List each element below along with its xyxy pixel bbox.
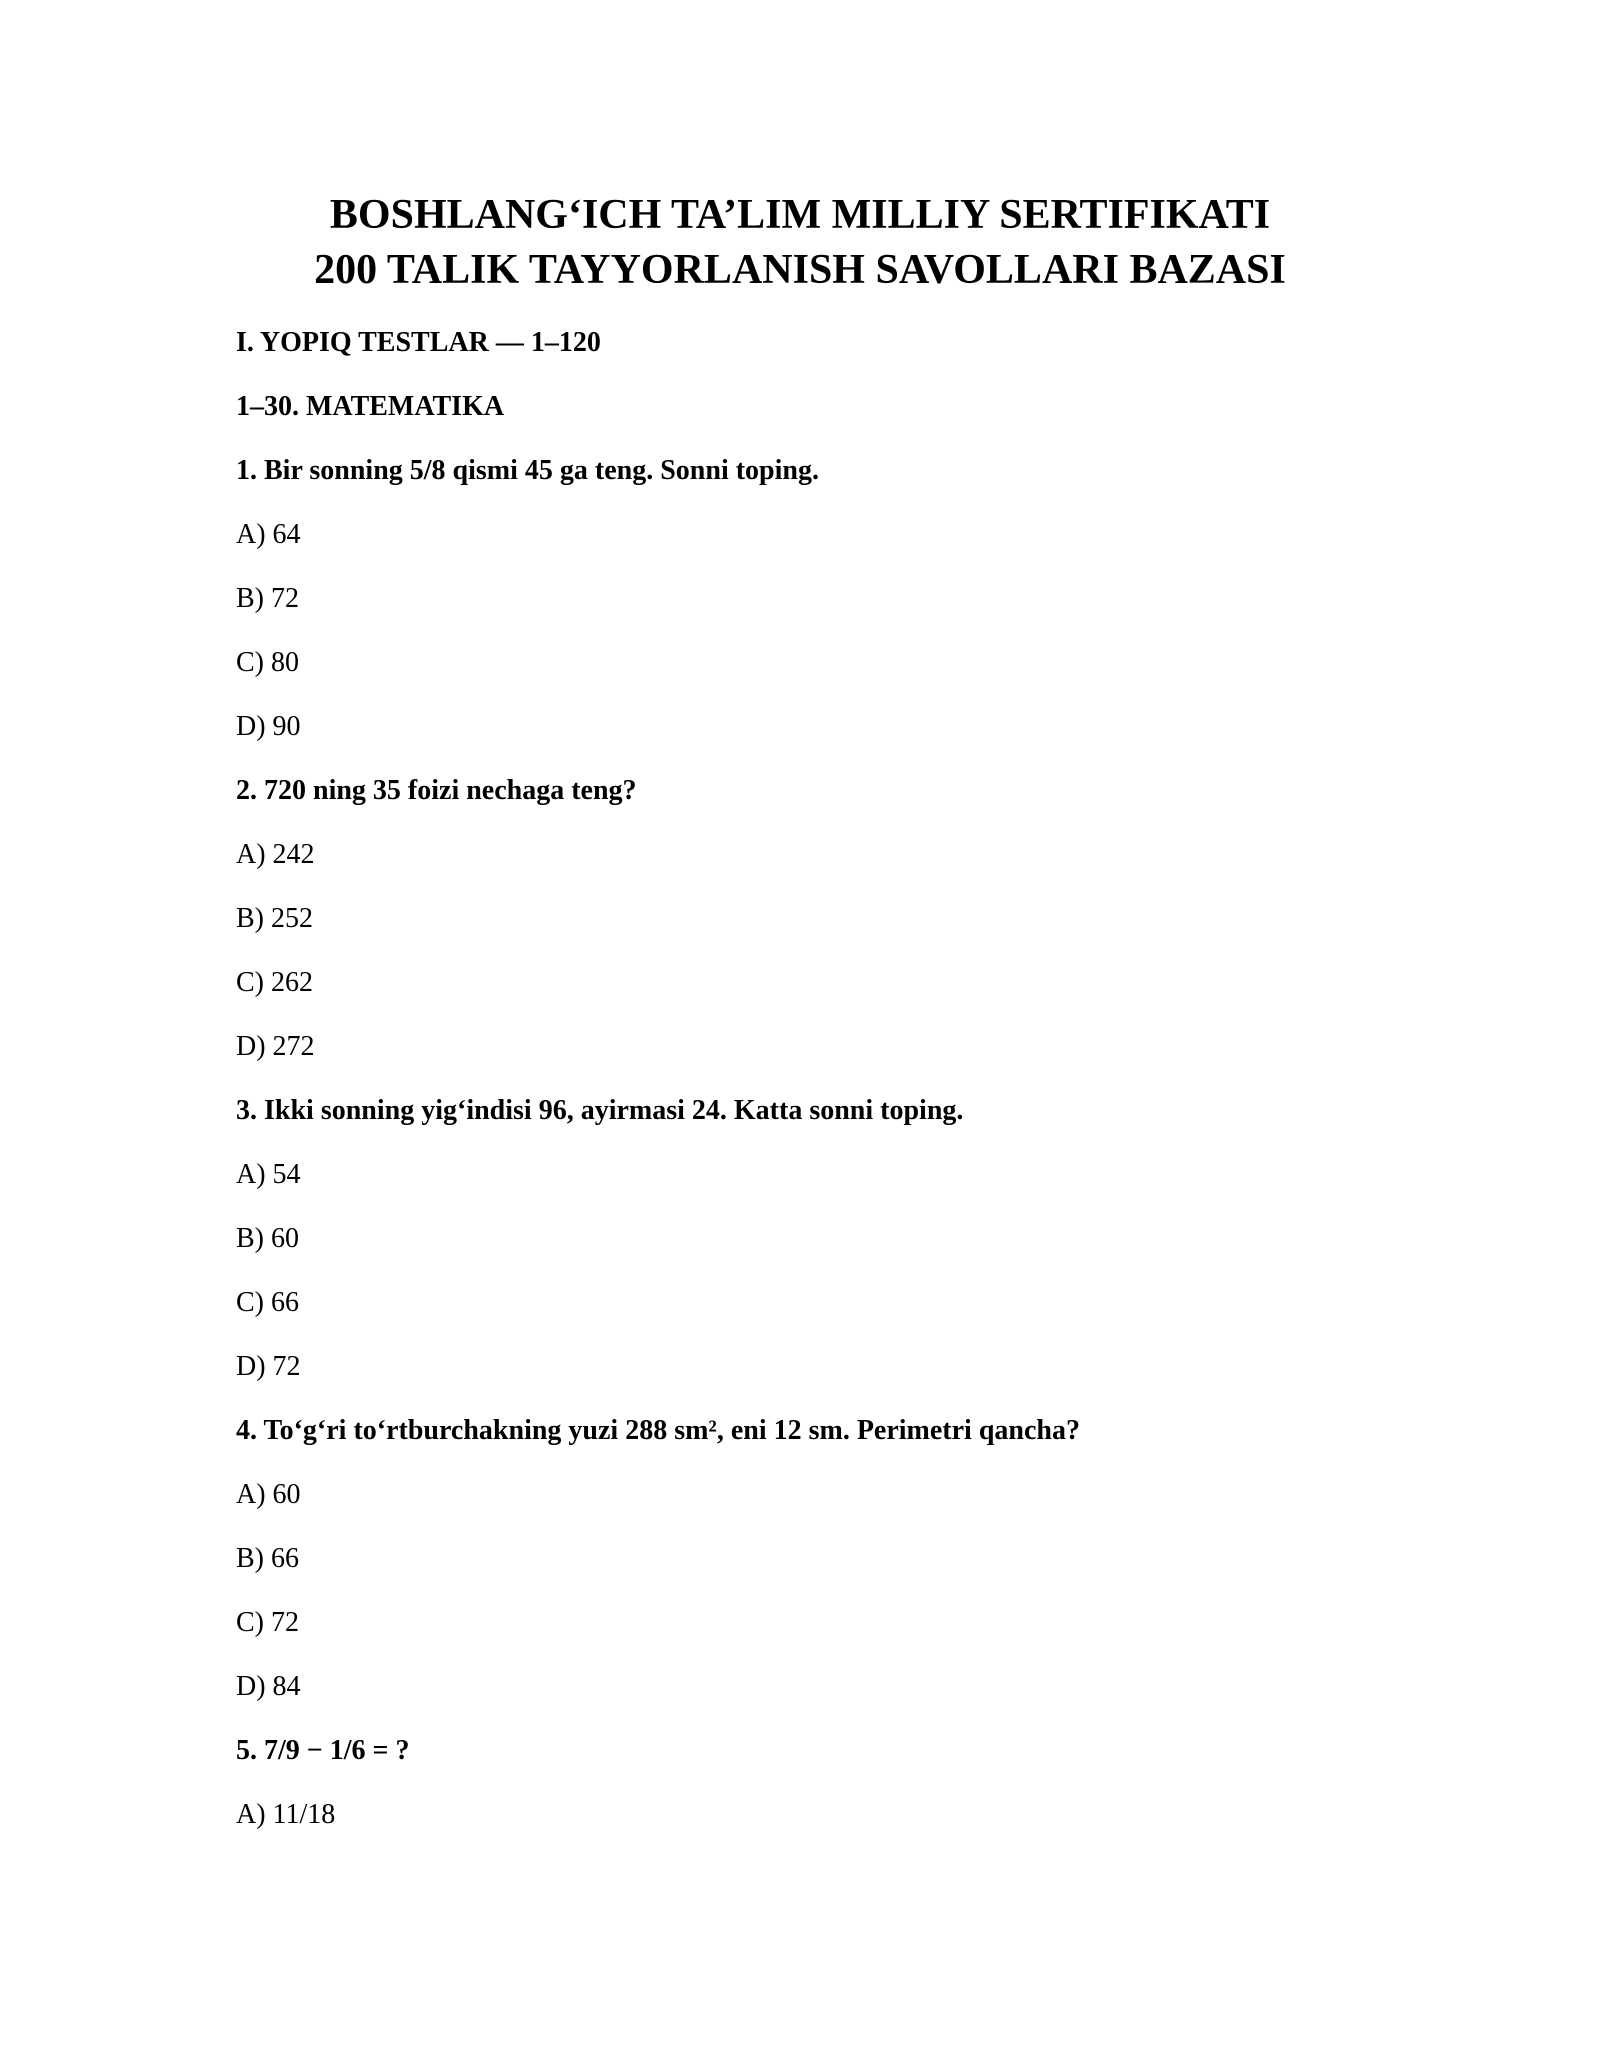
question-2-text: 2. 720 ning 35 foizi nechaga teng?	[236, 775, 637, 806]
question-3-option-a: A) 54	[236, 1159, 301, 1190]
question-1-option-a: A) 64	[236, 519, 301, 550]
question-5-text: 5. 7/9 − 1/6 = ?	[236, 1735, 410, 1766]
question-1-text: 1. Bir sonning 5/8 qismi 45 ga teng. Sonni toping.	[236, 455, 819, 486]
document-title-line-2: 200 TALIK TAYYORLANISH SAVOLLARI BAZASI	[314, 247, 1286, 293]
question-3-option-c: C) 66	[236, 1287, 299, 1318]
question-4-text: 4. To‘g‘ri to‘rtburchakning yuzi 288 sm², eni 12 sm. Perimetri qancha?	[236, 1415, 1080, 1446]
document-title-line-1: BOSHLANG‘ICH TA’LIM MILLIY SERTIFIKATI	[329, 192, 1271, 238]
question-4-option-d: D) 84	[236, 1671, 301, 1702]
question-3-text: 3. Ikki sonning yig‘indisi 96, ayirmasi 24. Katta sonni toping.	[236, 1095, 964, 1126]
question-1-option-b: B) 72	[236, 583, 299, 614]
question-2-option-a: A) 242	[236, 839, 315, 870]
question-4-option-c: C) 72	[236, 1607, 299, 1638]
question-3-option-b: B) 60	[236, 1223, 299, 1254]
section-heading: I. YOPIQ TESTLAR — 1–120	[236, 327, 601, 358]
question-5-option-a: A) 11/18	[236, 1799, 336, 1830]
question-4-option-a: A) 60	[236, 1479, 301, 1510]
question-2-option-d: D) 272	[236, 1031, 315, 1062]
question-4-option-b: B) 66	[236, 1543, 299, 1574]
question-2-option-c: C) 262	[236, 967, 313, 998]
question-2-option-b: B) 252	[236, 903, 313, 934]
question-3-option-d: D) 72	[236, 1351, 301, 1382]
subject-heading: 1–30. MATEMATIKA	[236, 391, 505, 422]
question-1-option-d: D) 90	[236, 711, 301, 742]
question-1-option-c: C) 80	[236, 647, 299, 678]
